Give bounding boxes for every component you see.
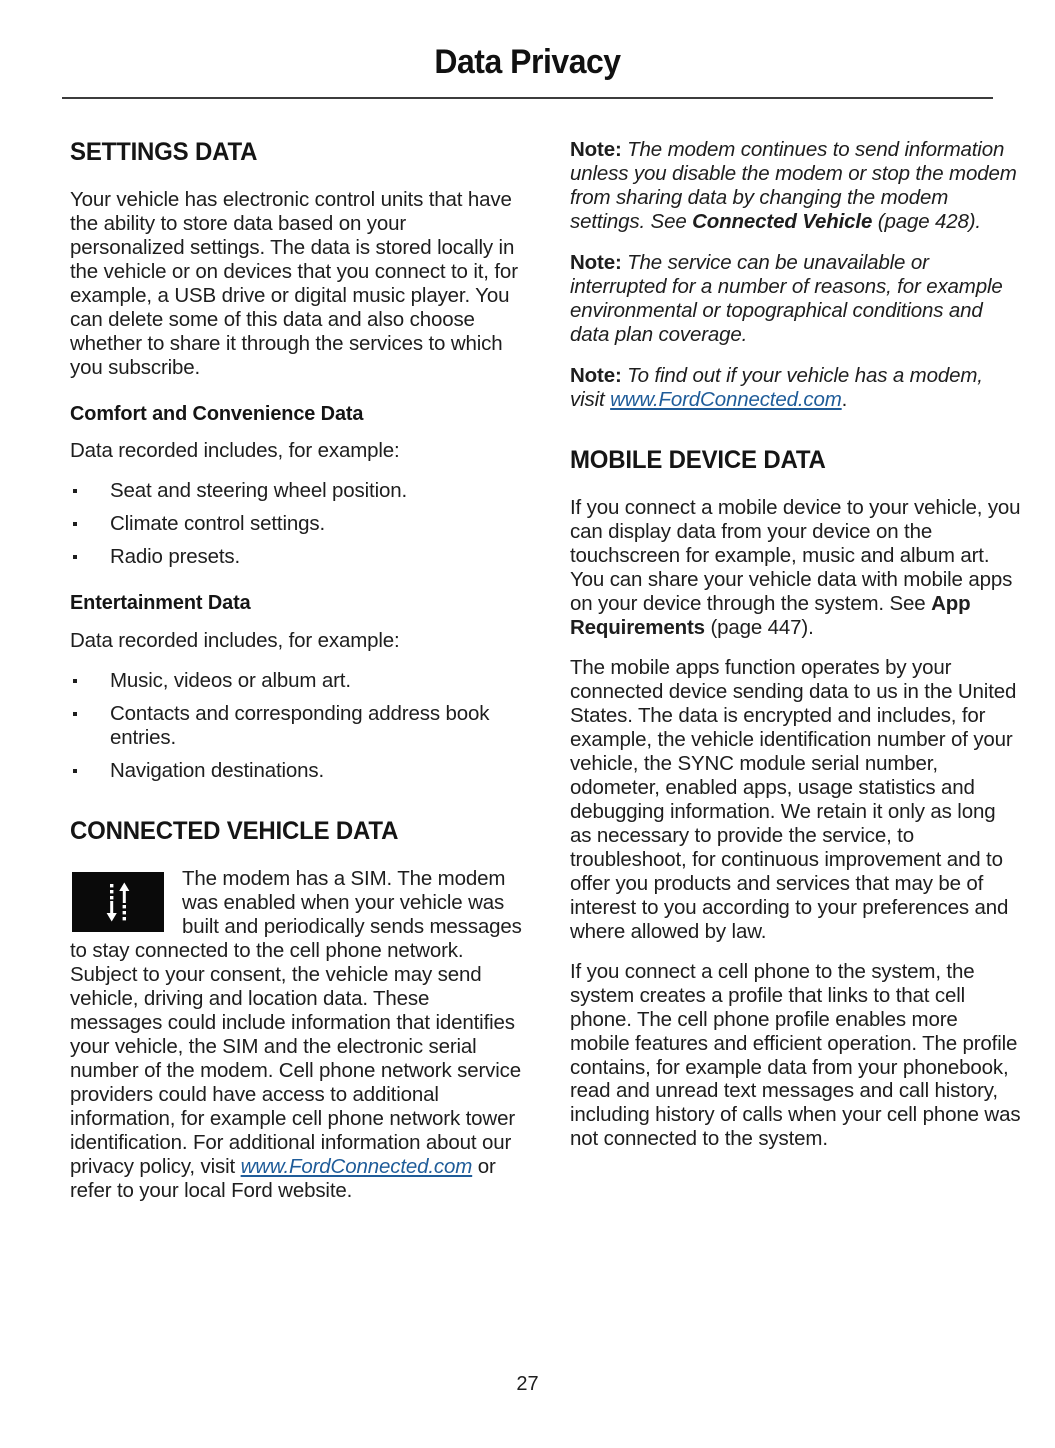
two-column-body: [70, 138, 1021, 1219]
note-modem-sending: [570, 138, 1022, 234]
note-text-after: .: [841, 387, 848, 411]
heading-connected-vehicle-data: CONNECTED VEHICLE DATA: [70, 816, 399, 845]
bullet-icon: [73, 555, 77, 559]
left-column: [70, 138, 522, 1219]
bullet-icon: [73, 712, 77, 716]
page-number: 27: [516, 1373, 539, 1395]
note-text-before: The modem continues to send information unless you disable the modem or stop the modem from sharing data by changing the modem settings. See: [570, 138, 1017, 233]
list-item: [70, 669, 522, 693]
list-item-label: Contacts and corresponding address book entries.: [110, 701, 490, 749]
bullet-icon: [73, 679, 77, 683]
list-item: [70, 759, 522, 783]
paragraph-comfort-intro: Data recorded includes, for example:: [70, 439, 400, 463]
note-label: Note:: [570, 138, 622, 161]
list-entertainment-items: [70, 669, 522, 783]
paragraph-cell-phone-profile: If you connect a cell phone to the system, the system creates a profile that links to that cell phone. The cell phone profile enables more mobile features and efficient operation. The profile contains, for example data from your phonebook, read and unread text messages and call history, including history of calls when your cell phone was not connected to the system.: [570, 959, 1021, 1151]
data-transfer-icon: [72, 872, 164, 932]
page-title: Data Privacy: [434, 43, 621, 81]
paragraph-mobile-apps-function: The mobile apps function operates by your connected device sending data to us in the United States. The data is encrypted and includes, for example, the vehicle identification number of your vehicle, the SYNC module serial number, odometer, enabled apps, usage statistics and debugging information. We retain it only as long as necessary to provide the service, to troubleshoot, for continuous improvement and to offer you products and services that may be of interest to you according to your preferences and where allowed by law.: [570, 655, 1017, 943]
note-label: Note:: [570, 363, 622, 387]
list-item: [70, 545, 522, 569]
paragraph-settings-intro: Your vehicle has electronic control units that have the ability to store data based on your personalized settings. The data is stored locally in the vehicle or on devices that you connect to it, for example, a USB drive or digital music player. You can delete some of this data and also choose whether to share it through the services to which you subscribe.: [70, 188, 518, 379]
note-text-after: (page 428).: [872, 209, 981, 233]
bullet-icon: [73, 769, 77, 773]
paragraph-connected-vehicle-body: [70, 867, 522, 1203]
mobile-para1-before: If you connect a mobile device to your vehicle, you can display data from your device on the touchscreen for example, music and album art. You can share your vehicle data with mobile apps on your device through the system. See: [570, 495, 1021, 615]
list-item-label: Music, videos or album art.: [110, 668, 351, 692]
note-text-before: The service can be unavailable or interrupted for a number of reasons, for example environmental or topographical conditions and data plan coverage.: [570, 250, 1003, 346]
bullet-icon: [73, 489, 77, 493]
note-service-availability: [570, 251, 1022, 347]
list-item-label: Navigation destinations.: [110, 758, 325, 782]
mobile-para1-after: (page 447).: [704, 615, 814, 639]
list-item-label: Radio presets.: [110, 545, 241, 569]
list-item-label: Seat and steering wheel position.: [110, 479, 408, 503]
link-fordconnected-left[interactable]: www.FordConnected.com: [240, 1154, 473, 1178]
connected-body-part1: The modem has a SIM. The modem was enabled when your vehicle was built and periodically sends messages to stay connected to the cell phone network. Subject to your consent, the vehicle may send vehicle, driving and location data. These messages could include information that identifies your vehicle, the SIM and the electronic serial number of the modem. Cell phone network service providers could have access to additional information, for example cell phone network tower identification. For additional information about our privacy policy, visit: [70, 866, 522, 1178]
note-label: Note:: [570, 250, 622, 274]
list-item: [70, 702, 522, 750]
list-item-label: Climate control settings.: [110, 512, 326, 536]
note-text-before: To find out if your vehicle has a modem, visit: [570, 363, 983, 411]
note-find-modem: [570, 364, 1022, 412]
paragraph-entertainment-intro: Data recorded includes, for example:: [70, 628, 400, 652]
right-column: [570, 138, 1022, 1219]
header-divider: [62, 97, 993, 99]
list-comfort-items: [70, 479, 522, 569]
list-item: [70, 512, 522, 536]
heading-comfort-convenience-data: Comfort and Convenience Data: [70, 401, 364, 425]
bullet-icon: [73, 522, 77, 526]
link-fordconnected-right[interactable]: www.FordConnected.com: [610, 387, 842, 411]
page-header: [0, 0, 1055, 99]
paragraph-mobile-device-intro: [570, 496, 1022, 640]
heading-mobile-device-data: MOBILE DEVICE DATA: [570, 445, 826, 474]
heading-settings-data: SETTINGS DATA: [70, 138, 258, 166]
list-item: [70, 479, 522, 503]
mobile-cross-reference: App Requirements: [570, 591, 971, 639]
note-cross-reference: Connected Vehicle: [692, 209, 873, 233]
connected-body-part2: or refer to your local Ford website.: [70, 1154, 496, 1202]
heading-entertainment-data: Entertainment Data: [70, 591, 251, 615]
